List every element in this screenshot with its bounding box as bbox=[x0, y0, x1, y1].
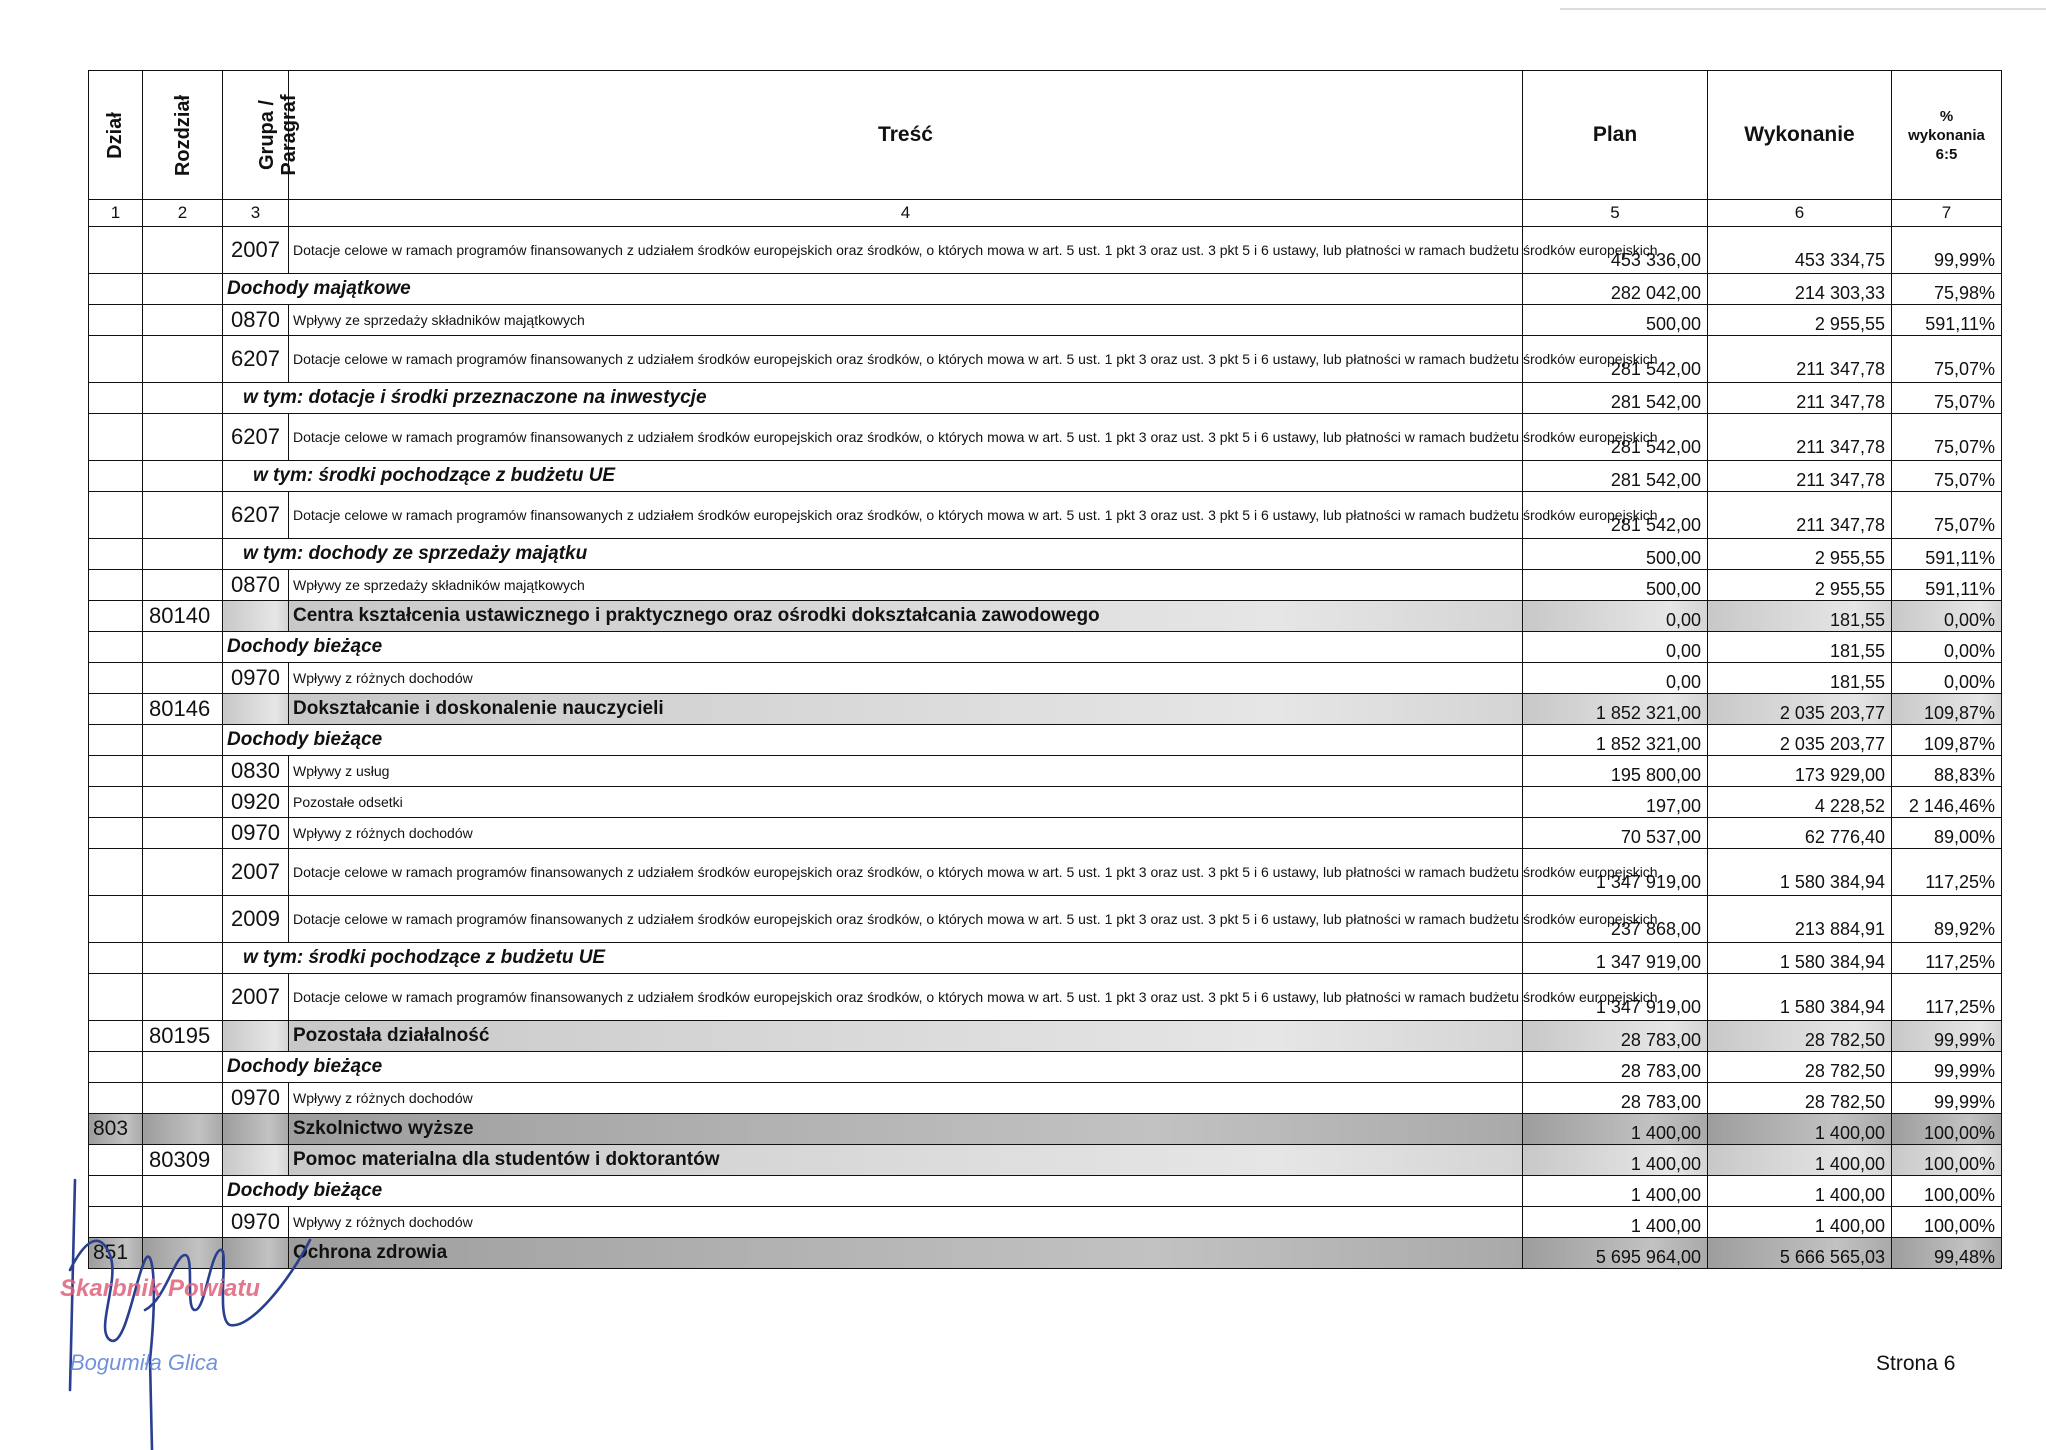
rozdzial-row bbox=[89, 1021, 2002, 1052]
paragraph-row bbox=[89, 663, 2002, 694]
rozdzial-cell bbox=[143, 414, 223, 461]
rozdzial-row bbox=[89, 601, 2002, 632]
plan-cell: 237 868,00 bbox=[1523, 896, 1708, 943]
dzial-cell bbox=[89, 756, 143, 787]
plan-cell: 0,00 bbox=[1523, 663, 1708, 694]
paragraph-code: 2007 bbox=[223, 974, 289, 1021]
paragraph-description: Dotacje celowe w ramach programów finansowanych z udziałem środków europejskich oraz środków, o których mowa w art. 5 ust. 1 pkt 3 oraz ust. 3 pkt 5 i 6 ustawy, lub płatności w ramach budżetu środków europejskich bbox=[289, 414, 1523, 461]
rozdzial-row bbox=[89, 1145, 2002, 1176]
pct-cell: 100,00% bbox=[1892, 1207, 2002, 1238]
paragraph-row bbox=[89, 492, 2002, 539]
rozdzial-code: 80195 bbox=[143, 1021, 223, 1052]
plan-cell: 28 783,00 bbox=[1523, 1083, 1708, 1114]
column-number-row bbox=[89, 200, 2002, 227]
subtotal-label: Dochody bieżące bbox=[223, 632, 1523, 663]
subtotal-row bbox=[89, 1052, 2002, 1083]
rozdzial-cell bbox=[143, 539, 223, 570]
rozdzial-title: Pomoc materialna dla studentów i doktorantów bbox=[289, 1145, 1523, 1176]
pct-cell: 117,25% bbox=[1892, 849, 2002, 896]
colnum: 2 bbox=[143, 200, 223, 227]
dzial-cell bbox=[89, 632, 143, 663]
plan-cell: 281 542,00 bbox=[1523, 336, 1708, 383]
wykonanie-cell: 28 782,50 bbox=[1708, 1021, 1892, 1052]
paragraph-code: 0970 bbox=[223, 818, 289, 849]
paragraph-row bbox=[89, 974, 2002, 1021]
header-pct: % wykonania 6:5 bbox=[1892, 71, 2002, 200]
rozdzial-cell bbox=[143, 632, 223, 663]
subtotal-row bbox=[89, 539, 2002, 570]
plan-cell: 195 800,00 bbox=[1523, 756, 1708, 787]
dzial-cell bbox=[89, 492, 143, 539]
rozdzial-cell bbox=[143, 756, 223, 787]
subtotal-row bbox=[89, 461, 2002, 492]
wykonanie-cell: 211 347,78 bbox=[1708, 336, 1892, 383]
colnum: 6 bbox=[1708, 200, 1892, 227]
pct-cell: 99,99% bbox=[1892, 227, 2002, 274]
dzial-cell bbox=[89, 336, 143, 383]
dzial-cell bbox=[89, 570, 143, 601]
table-body bbox=[89, 227, 2002, 1269]
subtotal-label: Dochody bieżące bbox=[223, 1176, 1523, 1207]
wykonanie-cell: 2 955,55 bbox=[1708, 570, 1892, 601]
rozdzial-cell bbox=[143, 227, 223, 274]
rozdzial-cell bbox=[143, 1052, 223, 1083]
pct-cell: 591,11% bbox=[1892, 570, 2002, 601]
pct-cell: 99,48% bbox=[1892, 1238, 2002, 1269]
rozdzial-cell bbox=[143, 974, 223, 1021]
rozdzial-cell bbox=[143, 725, 223, 756]
dzial-title: Ochrona zdrowia bbox=[289, 1238, 1523, 1269]
rozdzial-title: Centra kształcenia ustawicznego i praktycznego oraz ośrodki dokształcania zawodowego bbox=[289, 601, 1523, 632]
pct-cell: 88,83% bbox=[1892, 756, 2002, 787]
dzial-cell bbox=[89, 274, 143, 305]
rozdzial-cell bbox=[143, 492, 223, 539]
header-wykonanie: Wykonanie bbox=[1708, 71, 1892, 200]
plan-cell: 1 400,00 bbox=[1523, 1207, 1708, 1238]
dzial-cell bbox=[89, 787, 143, 818]
colnum: 4 bbox=[289, 200, 1523, 227]
plan-cell: 1 400,00 bbox=[1523, 1176, 1708, 1207]
plan-cell: 1 852 321,00 bbox=[1523, 694, 1708, 725]
paragraph-code: 6207 bbox=[223, 336, 289, 383]
dzial-cell bbox=[89, 1021, 143, 1052]
paragraph-description: Pozostałe odsetki bbox=[289, 787, 1523, 818]
paragraph-description: Dotacje celowe w ramach programów finansowanych z udziałem środków europejskich oraz środków, o których mowa w art. 5 ust. 1 pkt 3 oraz ust. 3 pkt 5 i 6 ustawy, lub płatności w ramach budżetu środków europejskich bbox=[289, 492, 1523, 539]
rozdzial-cell bbox=[143, 461, 223, 492]
plan-cell: 281 542,00 bbox=[1523, 383, 1708, 414]
paragraph-code: 2007 bbox=[223, 227, 289, 274]
dzial-cell bbox=[89, 663, 143, 694]
dzial-code: 803 bbox=[89, 1114, 143, 1145]
paragraph-code: 0970 bbox=[223, 663, 289, 694]
wykonanie-cell: 2 955,55 bbox=[1708, 539, 1892, 570]
paragraph-row bbox=[89, 818, 2002, 849]
paragraph-row bbox=[89, 1083, 2002, 1114]
pct-cell: 117,25% bbox=[1892, 943, 2002, 974]
plan-cell: 282 042,00 bbox=[1523, 274, 1708, 305]
paragraph-row bbox=[89, 414, 2002, 461]
paragraph-row bbox=[89, 849, 2002, 896]
subtotal-label: w tym: dochody ze sprzedaży majątku bbox=[223, 539, 1523, 570]
plan-cell: 1 347 919,00 bbox=[1523, 849, 1708, 896]
paragraph-code: 2007 bbox=[223, 849, 289, 896]
wykonanie-cell: 1 400,00 bbox=[1708, 1207, 1892, 1238]
plan-cell: 0,00 bbox=[1523, 632, 1708, 663]
stamp-name: Bogumiła Glica bbox=[70, 1350, 218, 1375]
wykonanie-cell: 173 929,00 bbox=[1708, 756, 1892, 787]
wykonanie-cell: 1 400,00 bbox=[1708, 1114, 1892, 1145]
paragraph-row bbox=[89, 787, 2002, 818]
paragraph-row bbox=[89, 896, 2002, 943]
stamp-title: Skarbnik Powiatu bbox=[60, 1275, 261, 1302]
plan-cell: 281 542,00 bbox=[1523, 492, 1708, 539]
dzial-code: 851 bbox=[89, 1238, 143, 1269]
paragraph-description: Dotacje celowe w ramach programów finansowanych z udziałem środków europejskich oraz środków, o których mowa w art. 5 ust. 1 pkt 3 oraz ust. 3 pkt 5 i 6 ustawy, lub płatności w ramach budżetu środków europejskich bbox=[289, 849, 1523, 896]
dzial-cell bbox=[89, 943, 143, 974]
rozdzial-cell bbox=[143, 896, 223, 943]
rozdzial-code: 80146 bbox=[143, 694, 223, 725]
rozdzial-cell bbox=[143, 305, 223, 336]
dzial-cell bbox=[89, 896, 143, 943]
plan-cell: 500,00 bbox=[1523, 305, 1708, 336]
wykonanie-cell: 62 776,40 bbox=[1708, 818, 1892, 849]
subtotal-row bbox=[89, 383, 2002, 414]
plan-cell: 28 783,00 bbox=[1523, 1021, 1708, 1052]
pct-cell: 591,11% bbox=[1892, 305, 2002, 336]
dzial-cell bbox=[89, 974, 143, 1021]
table-header-row bbox=[89, 71, 2002, 200]
dzial-cell bbox=[89, 849, 143, 896]
paragraph-row bbox=[89, 756, 2002, 787]
dzial-cell bbox=[89, 601, 143, 632]
dzial-row bbox=[89, 1114, 2002, 1145]
plan-cell: 1 347 919,00 bbox=[1523, 943, 1708, 974]
wykonanie-cell: 181,55 bbox=[1708, 601, 1892, 632]
colnum: 7 bbox=[1892, 200, 2002, 227]
wykonanie-cell: 214 303,33 bbox=[1708, 274, 1892, 305]
dzial-cell bbox=[89, 227, 143, 274]
paragraph-code: 6207 bbox=[223, 414, 289, 461]
rozdzial-cell bbox=[143, 943, 223, 974]
pct-cell: 75,07% bbox=[1892, 492, 2002, 539]
pct-cell: 0,00% bbox=[1892, 601, 2002, 632]
dzial-cell bbox=[89, 461, 143, 492]
rozdzial-title: Dokształcanie i doskonalenie nauczycieli bbox=[289, 694, 1523, 725]
wykonanie-cell: 453 334,75 bbox=[1708, 227, 1892, 274]
pct-cell: 0,00% bbox=[1892, 632, 2002, 663]
pct-cell: 75,07% bbox=[1892, 414, 2002, 461]
wykonanie-cell: 28 782,50 bbox=[1708, 1052, 1892, 1083]
wykonanie-cell: 211 347,78 bbox=[1708, 461, 1892, 492]
paragraph-code: 0920 bbox=[223, 787, 289, 818]
rozdzial-cell bbox=[143, 818, 223, 849]
plan-cell: 453 336,00 bbox=[1523, 227, 1708, 274]
subtotal-label: w tym: dotacje i środki przeznaczone na inwestycje bbox=[223, 383, 1523, 414]
rozdzial-title: Pozostała działalność bbox=[289, 1021, 1523, 1052]
wykonanie-cell: 213 884,91 bbox=[1708, 896, 1892, 943]
dzial-cell bbox=[89, 1083, 143, 1114]
grupa-cell bbox=[223, 1114, 289, 1145]
rozdzial-cell bbox=[143, 274, 223, 305]
rozdzial-code: 80309 bbox=[143, 1145, 223, 1176]
paragraph-description: Wpływy z różnych dochodów bbox=[289, 1207, 1523, 1238]
wykonanie-cell: 211 347,78 bbox=[1708, 492, 1892, 539]
plan-cell: 1 347 919,00 bbox=[1523, 974, 1708, 1021]
header-rozdzial: Rozdział bbox=[143, 71, 223, 200]
paragraph-description: Dotacje celowe w ramach programów finansowanych z udziałem środków europejskich oraz środków, o których mowa w art. 5 ust. 1 pkt 3 oraz ust. 3 pkt 5 i 6 ustawy, lub płatności w ramach budżetu środków europejskich bbox=[289, 336, 1523, 383]
subtotal-label: w tym: środki pochodzące z budżetu UE bbox=[223, 461, 1523, 492]
paragraph-description: Dotacje celowe w ramach programów finansowanych z udziałem środków europejskich oraz środków, o których mowa w art. 5 ust. 1 pkt 3 oraz ust. 3 pkt 5 i 6 ustawy, lub płatności w ramach budżetu środków europejskich bbox=[289, 227, 1523, 274]
page-number: Strona 6 bbox=[1876, 1352, 1956, 1375]
pct-cell: 117,25% bbox=[1892, 974, 2002, 1021]
subtotal-row bbox=[89, 632, 2002, 663]
plan-cell: 1 852 321,00 bbox=[1523, 725, 1708, 756]
rozdzial-code: 80140 bbox=[143, 601, 223, 632]
subtotal-label: w tym: środki pochodzące z budżetu UE bbox=[223, 943, 1523, 974]
scan-artifact-line bbox=[1560, 8, 2046, 10]
paragraph-row bbox=[89, 1207, 2002, 1238]
paragraph-description: Wpływy ze sprzedaży składników majątkowych bbox=[289, 570, 1523, 601]
plan-cell: 5 695 964,00 bbox=[1523, 1238, 1708, 1269]
plan-cell: 0,00 bbox=[1523, 601, 1708, 632]
rozdzial-cell bbox=[143, 787, 223, 818]
paragraph-description: Dotacje celowe w ramach programów finansowanych z udziałem środków europejskich oraz środków, o których mowa w art. 5 ust. 1 pkt 3 oraz ust. 3 pkt 5 i 6 ustawy, lub płatności w ramach budżetu środków europejskich bbox=[289, 896, 1523, 943]
paragraph-description: Wpływy z różnych dochodów bbox=[289, 663, 1523, 694]
pct-cell: 89,00% bbox=[1892, 818, 2002, 849]
paragraph-code: 0970 bbox=[223, 1207, 289, 1238]
wykonanie-cell: 4 228,52 bbox=[1708, 787, 1892, 818]
subtotal-label: Dochody bieżące bbox=[223, 725, 1523, 756]
wykonanie-cell: 2 035 203,77 bbox=[1708, 694, 1892, 725]
wykonanie-cell: 211 347,78 bbox=[1708, 414, 1892, 461]
paragraph-row bbox=[89, 305, 2002, 336]
header-dzial: Dział bbox=[89, 71, 143, 200]
budget-table bbox=[88, 70, 2002, 1269]
pct-cell: 591,11% bbox=[1892, 539, 2002, 570]
rozdzial-cell bbox=[143, 663, 223, 694]
wykonanie-cell: 2 955,55 bbox=[1708, 305, 1892, 336]
dzial-row bbox=[89, 1238, 2002, 1269]
wykonanie-cell: 5 666 565,03 bbox=[1708, 1238, 1892, 1269]
paragraph-description: Dotacje celowe w ramach programów finansowanych z udziałem środków europejskich oraz środków, o których mowa w art. 5 ust. 1 pkt 3 oraz ust. 3 pkt 5 i 6 ustawy, lub płatności w ramach budżetu środków europejskich bbox=[289, 974, 1523, 1021]
budget-table-wrapper bbox=[88, 70, 2001, 1269]
wykonanie-cell: 1 580 384,94 bbox=[1708, 849, 1892, 896]
subtotal-label: Dochody bieżące bbox=[223, 1052, 1523, 1083]
dzial-cell bbox=[89, 1052, 143, 1083]
paragraph-code: 0870 bbox=[223, 570, 289, 601]
subtotal-row bbox=[89, 274, 2002, 305]
header-plan: Plan bbox=[1523, 71, 1708, 200]
rozdzial-cell bbox=[143, 1083, 223, 1114]
signature-scribble bbox=[40, 1160, 340, 1450]
subtotal-row bbox=[89, 1176, 2002, 1207]
wykonanie-cell: 211 347,78 bbox=[1708, 383, 1892, 414]
paragraph-description: Wpływy ze sprzedaży składników majątkowych bbox=[289, 305, 1523, 336]
dzial-cell bbox=[89, 383, 143, 414]
wykonanie-cell: 28 782,50 bbox=[1708, 1083, 1892, 1114]
subtotal-label: Dochody majątkowe bbox=[223, 274, 1523, 305]
wykonanie-cell: 1 580 384,94 bbox=[1708, 974, 1892, 1021]
paragraph-row bbox=[89, 570, 2002, 601]
subtotal-row bbox=[89, 943, 2002, 974]
pct-cell: 89,92% bbox=[1892, 896, 2002, 943]
paragraph-description: Wpływy z różnych dochodów bbox=[289, 1083, 1523, 1114]
dzial-cell bbox=[89, 694, 143, 725]
pct-cell: 109,87% bbox=[1892, 725, 2002, 756]
paragraph-code: 0870 bbox=[223, 305, 289, 336]
plan-cell: 500,00 bbox=[1523, 539, 1708, 570]
pct-cell: 75,07% bbox=[1892, 461, 2002, 492]
pct-cell: 75,07% bbox=[1892, 336, 2002, 383]
pct-cell: 99,99% bbox=[1892, 1021, 2002, 1052]
dzial-cell bbox=[89, 539, 143, 570]
dzial-title: Szkolnictwo wyższe bbox=[289, 1114, 1523, 1145]
wykonanie-cell: 2 035 203,77 bbox=[1708, 725, 1892, 756]
dzial-cell bbox=[89, 305, 143, 336]
pct-cell: 75,07% bbox=[1892, 383, 2002, 414]
paragraph-code: 6207 bbox=[223, 492, 289, 539]
paragraph-row bbox=[89, 336, 2002, 383]
rozdzial-cell bbox=[143, 1114, 223, 1145]
plan-cell: 500,00 bbox=[1523, 570, 1708, 601]
colnum: 5 bbox=[1523, 200, 1708, 227]
plan-cell: 28 783,00 bbox=[1523, 1052, 1708, 1083]
pct-cell: 0,00% bbox=[1892, 663, 2002, 694]
pct-cell: 75,98% bbox=[1892, 274, 2002, 305]
wykonanie-cell: 1 400,00 bbox=[1708, 1176, 1892, 1207]
rozdzial-cell bbox=[143, 570, 223, 601]
colnum: 3 bbox=[223, 200, 289, 227]
paragraph-description: Wpływy z różnych dochodów bbox=[289, 818, 1523, 849]
paragraph-code: 0830 bbox=[223, 756, 289, 787]
rozdzial-row bbox=[89, 694, 2002, 725]
paragraph-description: Wpływy z usług bbox=[289, 756, 1523, 787]
plan-cell: 197,00 bbox=[1523, 787, 1708, 818]
wykonanie-cell: 181,55 bbox=[1708, 632, 1892, 663]
pct-cell: 2 146,46% bbox=[1892, 787, 2002, 818]
grupa-cell bbox=[223, 601, 289, 632]
pct-cell: 99,99% bbox=[1892, 1052, 2002, 1083]
dzial-cell bbox=[89, 818, 143, 849]
plan-cell: 1 400,00 bbox=[1523, 1145, 1708, 1176]
header-tresc: Treść bbox=[289, 71, 1523, 200]
header-grupa: Grupa / Paragraf bbox=[223, 71, 289, 200]
plan-cell: 281 542,00 bbox=[1523, 414, 1708, 461]
dzial-cell bbox=[89, 725, 143, 756]
paragraph-row bbox=[89, 227, 2002, 274]
pct-cell: 109,87% bbox=[1892, 694, 2002, 725]
pct-cell: 100,00% bbox=[1892, 1176, 2002, 1207]
wykonanie-cell: 181,55 bbox=[1708, 663, 1892, 694]
subtotal-row bbox=[89, 725, 2002, 756]
pct-cell: 100,00% bbox=[1892, 1145, 2002, 1176]
paragraph-code: 2009 bbox=[223, 896, 289, 943]
plan-cell: 281 542,00 bbox=[1523, 461, 1708, 492]
rozdzial-cell bbox=[143, 383, 223, 414]
plan-cell: 1 400,00 bbox=[1523, 1114, 1708, 1145]
pct-cell: 100,00% bbox=[1892, 1114, 2002, 1145]
grupa-cell bbox=[223, 1021, 289, 1052]
pct-cell: 99,99% bbox=[1892, 1083, 2002, 1114]
colnum: 1 bbox=[89, 200, 143, 227]
plan-cell: 70 537,00 bbox=[1523, 818, 1708, 849]
wykonanie-cell: 1 580 384,94 bbox=[1708, 943, 1892, 974]
grupa-cell bbox=[223, 694, 289, 725]
rozdzial-cell bbox=[143, 849, 223, 896]
dzial-cell bbox=[89, 414, 143, 461]
wykonanie-cell: 1 400,00 bbox=[1708, 1145, 1892, 1176]
paragraph-code: 0970 bbox=[223, 1083, 289, 1114]
rozdzial-cell bbox=[143, 336, 223, 383]
